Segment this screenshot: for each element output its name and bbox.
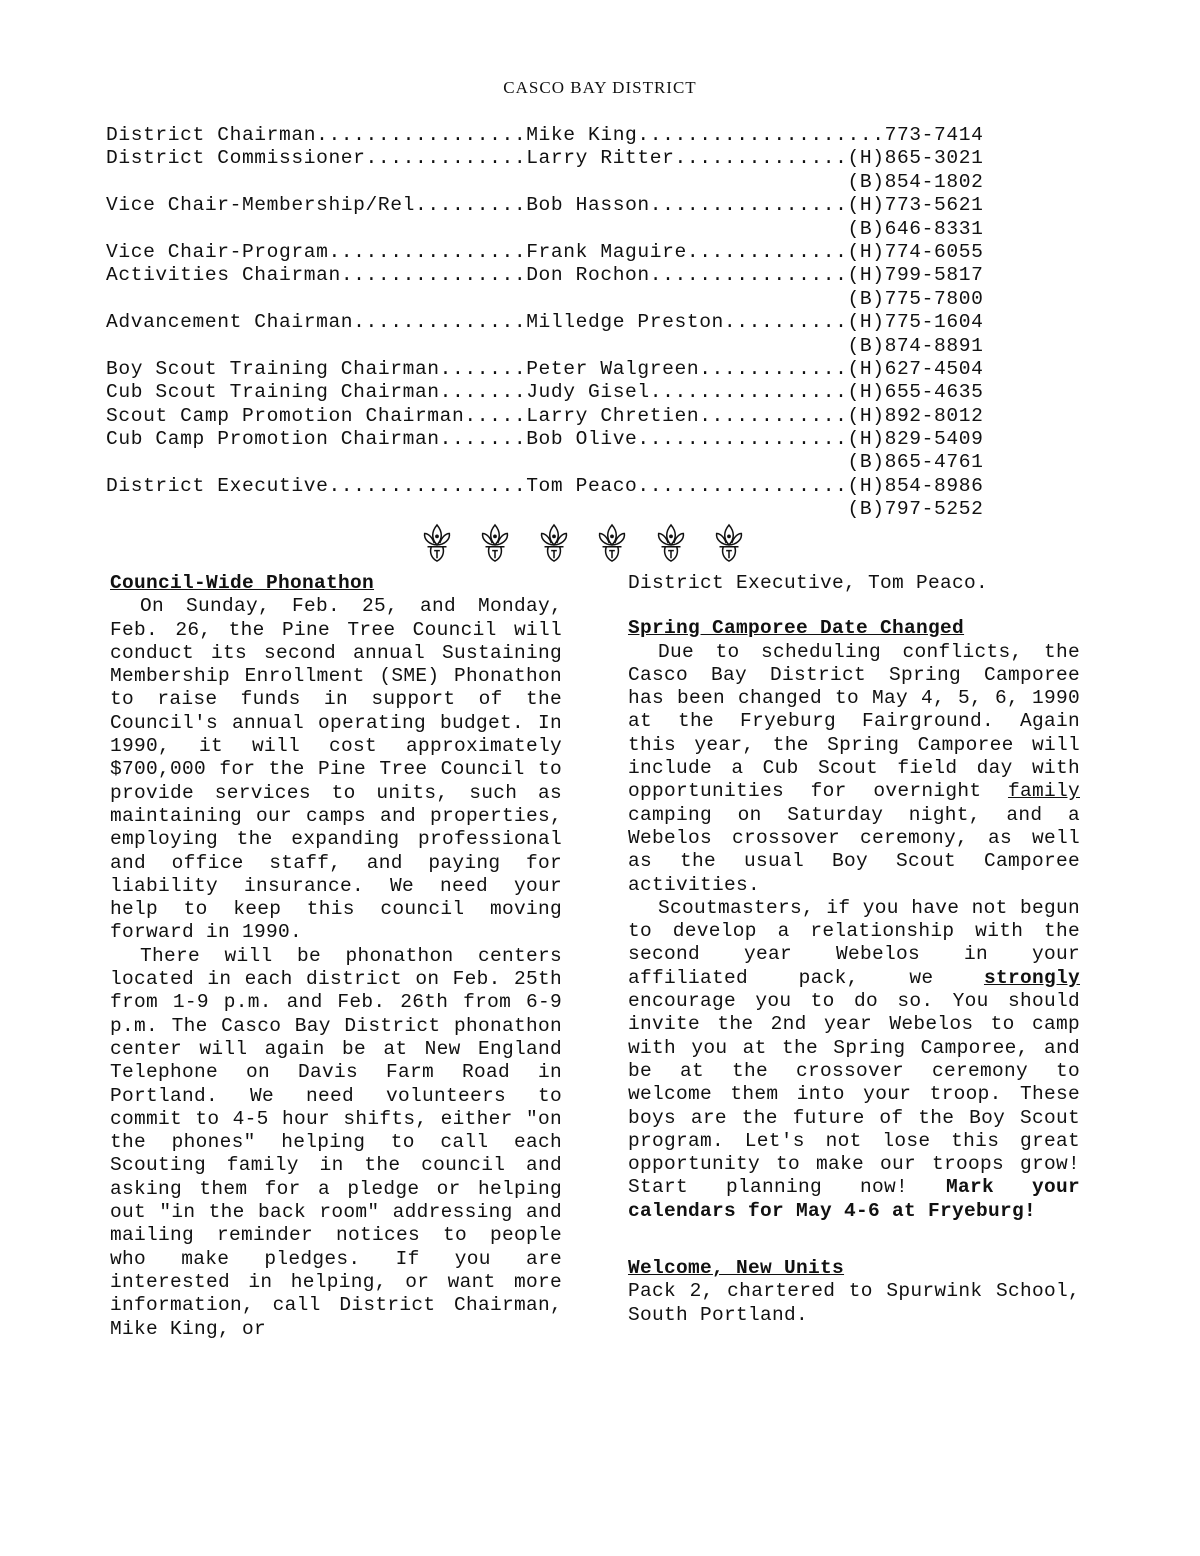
roster-phone: (B)874-8891 bbox=[847, 334, 984, 357]
roster-row: Scout Camp Promotion Chairman.....Larry Chretien............(H)892-8012 bbox=[106, 404, 984, 427]
roster-row-continuation bbox=[106, 218, 1066, 241]
roster-row: Vice Chair-Program................Frank Maguire.............(H)774-6055 bbox=[106, 240, 984, 263]
roster-phone: (B)646-8331 bbox=[847, 217, 984, 240]
roster-row: District Commissioner.............Larry Ritter..............(H)865-3021 bbox=[106, 147, 984, 170]
roster-phone: (H)892-8012 bbox=[847, 404, 984, 427]
roster-row: District Chairman.................Mike King....................773-7414 bbox=[106, 124, 984, 146]
roster-role: Advancement Chairman bbox=[106, 311, 354, 334]
roster-phone: (H)627-4504 bbox=[847, 357, 984, 380]
roster-phone: (H)773-5621 bbox=[847, 194, 984, 217]
new-units-heading: Welcome, New Units bbox=[628, 1257, 845, 1280]
roster-phone: (B)797-5252 bbox=[847, 498, 984, 521]
roster-phone: (H)865-3021 bbox=[847, 147, 984, 170]
roster-name: Bob Olive bbox=[526, 428, 638, 451]
roster-name: Milledge Preston bbox=[526, 311, 724, 334]
calendar-reminder: Mark your calendars for May 4-6 at Fryeburg! bbox=[628, 1176, 1080, 1222]
fleur-de-lis-icon bbox=[710, 522, 748, 564]
camporee-paragraph-1: Due to scheduling conflicts, the Casco Bay District Spring Camporee has been changed to May 4, 5, 6, 1990 at the Fryeburg Fairground. Again this year, the Spring Camporee will include a Cub Scout field day with opportunities for overnight family camping on Saturday night, and a Webelos crossover ceremony, as well as the usual Boy Scout Camporee activities. bbox=[628, 640, 1080, 896]
roster-row: Vice Chair-Membership/Rel.........Bob Hasson................(H)773-5621 bbox=[106, 194, 984, 217]
phonathon-paragraph-1: On Sunday, Feb. 25, and Monday, Feb. 26, the Pine Tree Council will conduct its second annual Sustaining Membership Enrollment (SME) Phonathon to raise funds in support of the Council's annual operating budget. In 1990, it will cost approximately $700,000 for the Pine Tree Council to provide services to units, such as maintaining our camps and properties, employing the expanding professional and office staff, and paying for liability insurance. We need your help to keep this council moving forward in 1990. bbox=[110, 595, 562, 944]
phonathon-continuation: District Executive, Tom Peaco. bbox=[628, 572, 989, 594]
roster-role: Cub Scout Training Chairman bbox=[106, 381, 440, 404]
roster-row: Boy Scout Training Chairman.......Peter Walgreen............(H)627-4504 bbox=[106, 357, 984, 380]
roster-role: District Commissioner bbox=[106, 147, 366, 170]
new-units-text: Pack 2, chartered to Spurwink School, South Portland. bbox=[628, 1280, 1080, 1326]
roster-name: Larry Ritter bbox=[526, 147, 675, 170]
roster-row-continuation bbox=[106, 171, 1066, 194]
roster-row-continuation bbox=[106, 451, 1066, 474]
fleur-de-lis-icon bbox=[593, 522, 631, 564]
roster-phone: (B)865-4761 bbox=[847, 451, 984, 474]
roster-role: District Chairman bbox=[106, 124, 317, 146]
roster-role: Activities Chairman bbox=[106, 264, 341, 287]
roster-name: Mike King bbox=[526, 124, 638, 146]
roster-phone: (H)775-1604 bbox=[847, 311, 984, 334]
roster-row-continuation bbox=[106, 335, 1066, 358]
left-column bbox=[110, 572, 562, 1341]
roster-phone: (H)799-5817 bbox=[847, 264, 984, 287]
roster-phone: (B)854-1802 bbox=[847, 170, 984, 193]
roster-name: Tom Peaco bbox=[526, 474, 638, 497]
page-title: CASCO BAY DISTRICT bbox=[503, 78, 697, 97]
emblem-row bbox=[418, 522, 748, 568]
roster-phone: (H)854-8986 bbox=[847, 474, 984, 497]
fleur-de-lis-icon bbox=[476, 522, 514, 564]
roster-role: Vice Chair-Program bbox=[106, 240, 329, 263]
roster-name: Larry Chretien bbox=[526, 404, 700, 427]
roster-phone: 773-7414 bbox=[884, 124, 984, 146]
right-column bbox=[628, 572, 1080, 1327]
phonathon-heading: Council-Wide Phonathon bbox=[110, 572, 375, 594]
roster-role: Vice Chair-Membership/Rel bbox=[106, 194, 415, 217]
camporee-heading: Spring Camporee Date Changed bbox=[628, 617, 965, 640]
roster-phone: (H)829-5409 bbox=[847, 428, 984, 451]
roster-name: Peter Walgreen bbox=[526, 357, 700, 380]
roster-row: Cub Scout Training Chairman.......Judy Gisel................(H)655-4635 bbox=[106, 381, 984, 404]
fleur-de-lis-icon bbox=[652, 522, 690, 564]
roster-row-continuation bbox=[106, 498, 1066, 521]
emphasis-family: family bbox=[1007, 780, 1080, 803]
roster-row: District Executive................Tom Peaco.................(H)854-8986 bbox=[106, 474, 984, 497]
fleur-de-lis-icon bbox=[418, 522, 456, 564]
roster-name: Judy Gisel bbox=[526, 381, 650, 404]
phonathon-paragraph-2: There will be phonathon centers located in each district on Feb. 25th from 1-9 p.m. and Feb. 26th from 6-9 p.m. The Casco Bay District phonathon center will again be at New England Telephone on Davis Farm Road in Portland. We need volunteers to commit to 4-5 hour shifts, either "on the phones" helping to call each Scouting family in the council and asking them for a pledge or helping out "in the back room" addressing and mailing reminder notices to people who make pledges. If you are interested in helping, or want more information, call District Chairman, Mike King, or bbox=[110, 944, 562, 1340]
fleur-de-lis-icon bbox=[535, 522, 573, 564]
roster-row: Advancement Chairman..............Milledge Preston..........(H)775-1604 bbox=[106, 311, 984, 334]
district-roster bbox=[106, 124, 1066, 522]
roster-name: Don Rochon bbox=[526, 264, 650, 287]
roster-role: Boy Scout Training Chairman bbox=[106, 357, 440, 380]
camporee-paragraph-2: Scoutmasters, if you have not begun to develop a relationship with the second year Webelos in your affiliated pack, we strongly encourage you to do so. You should invite the 2nd year Webelos to camp with you at the Spring Camporee, and be at the crossover ceremony to welcome them into your troop. These boys are the future of the Boy Scout program. Let's not lose this great opportunity to make our troops grow! Start planning now! Mark your calendars for May 4-6 at Fryeburg! bbox=[628, 896, 1080, 1222]
roster-phone: (H)774-6055 bbox=[847, 240, 984, 263]
emphasis-strongly: strongly bbox=[983, 966, 1080, 989]
roster-phone: (H)655-4635 bbox=[847, 381, 984, 404]
roster-name: Bob Hasson bbox=[526, 194, 650, 217]
roster-row: Cub Camp Promotion Chairman.......Bob Olive.................(H)829-5409 bbox=[106, 428, 984, 451]
roster-row: Activities Chairman...............Don Rochon................(H)799-5817 bbox=[106, 264, 984, 287]
roster-phone: (B)775-7800 bbox=[847, 287, 984, 310]
roster-name: Frank Maguire bbox=[526, 240, 687, 263]
roster-role: Scout Camp Promotion Chairman bbox=[106, 404, 465, 427]
roster-row-continuation bbox=[106, 288, 1066, 311]
roster-role: District Executive bbox=[106, 474, 329, 497]
roster-role: Cub Camp Promotion Chairman bbox=[106, 428, 440, 451]
